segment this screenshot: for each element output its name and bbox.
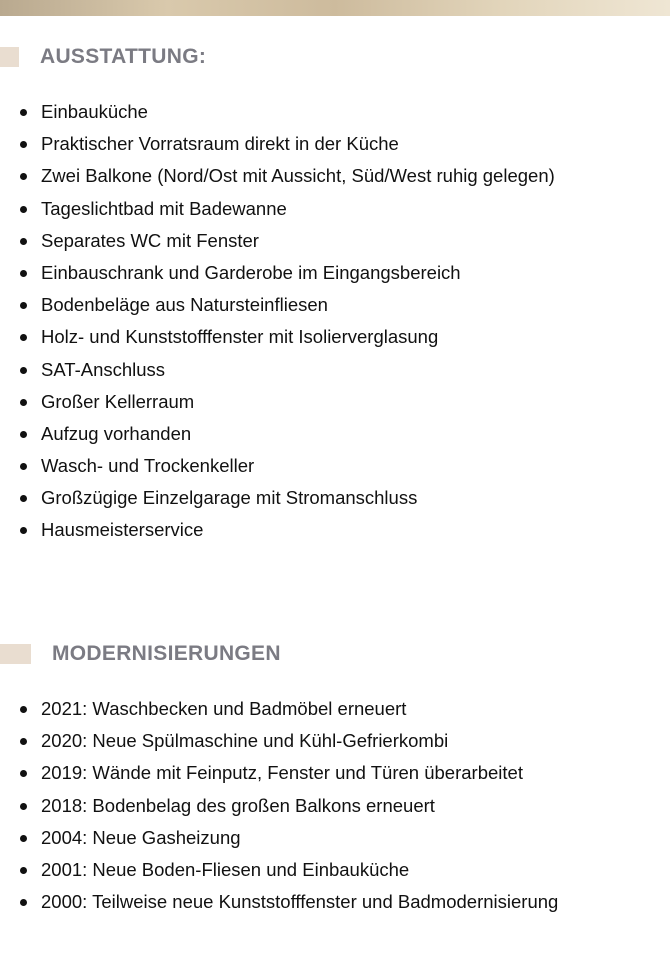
list-item: 2000: Teilweise neue Kunststofffenster und Badmodernisierung bbox=[0, 886, 670, 918]
modernisierungen-list bbox=[0, 693, 670, 918]
list-item: Separates WC mit Fenster bbox=[0, 225, 670, 257]
list-item: Holz- und Kunststofffenster mit Isolierverglasung bbox=[0, 321, 670, 353]
bullet-icon bbox=[20, 367, 27, 374]
bullet-icon bbox=[20, 206, 27, 213]
heading-marker bbox=[0, 47, 19, 67]
list-item: 2018: Bodenbelag des großen Balkons erneuert bbox=[0, 790, 670, 822]
list-item: Großzügige Einzelgarage mit Stromanschluss bbox=[0, 482, 670, 514]
bullet-icon bbox=[20, 495, 27, 502]
bullet-icon bbox=[20, 738, 27, 745]
list-item: 2004: Neue Gasheizung bbox=[0, 822, 670, 854]
list-item: 2019: Wände mit Feinputz, Fenster und Türen überarbeitet bbox=[0, 757, 670, 789]
list-item: Wasch- und Trockenkeller bbox=[0, 450, 670, 482]
list-item: Bodenbeläge aus Natursteinfliesen bbox=[0, 289, 670, 321]
bullet-icon bbox=[20, 431, 27, 438]
bullet-icon bbox=[20, 770, 27, 777]
bullet-icon bbox=[20, 109, 27, 116]
bullet-icon bbox=[20, 867, 27, 874]
bullet-icon bbox=[20, 334, 27, 341]
bullet-icon bbox=[20, 173, 27, 180]
ausstattung-section bbox=[0, 43, 670, 547]
list-item: Einbauschrank und Garderobe im Eingangsbereich bbox=[0, 257, 670, 289]
bullet-icon bbox=[20, 399, 27, 406]
list-item: 2001: Neue Boden-Fliesen und Einbauküche bbox=[0, 854, 670, 886]
bullet-icon bbox=[20, 899, 27, 906]
list-item: Einbauküche bbox=[0, 96, 670, 128]
list-item: Zwei Balkone (Nord/Ost mit Aussicht, Süd/West ruhig gelegen) bbox=[0, 160, 670, 192]
bullet-icon bbox=[20, 302, 27, 309]
top-decorative-band bbox=[0, 0, 670, 16]
ausstattung-heading bbox=[0, 43, 670, 71]
list-item: Aufzug vorhanden bbox=[0, 418, 670, 450]
bullet-icon bbox=[20, 463, 27, 470]
bullet-icon bbox=[20, 835, 27, 842]
bullet-icon bbox=[20, 270, 27, 277]
list-item: SAT-Anschluss bbox=[0, 354, 670, 386]
bullet-icon bbox=[20, 527, 27, 534]
bullet-icon bbox=[20, 238, 27, 245]
ausstattung-title: AUSSTATTUNG: bbox=[40, 45, 207, 68]
list-item: Hausmeisterservice bbox=[0, 514, 670, 546]
list-item: Praktischer Vorratsraum direkt in der Küche bbox=[0, 128, 670, 160]
bullet-icon bbox=[20, 141, 27, 148]
modernisierungen-section bbox=[0, 640, 670, 918]
modernisierungen-heading bbox=[0, 640, 670, 668]
list-item: Tageslichtbad mit Badewanne bbox=[0, 193, 670, 225]
ausstattung-list bbox=[0, 96, 670, 547]
bullet-icon bbox=[20, 803, 27, 810]
list-item: 2020: Neue Spülmaschine und Kühl-Gefrierkombi bbox=[0, 725, 670, 757]
list-item: 2021: Waschbecken und Badmöbel erneuert bbox=[0, 693, 670, 725]
modernisierungen-title: MODERNISIERUNGEN bbox=[52, 642, 281, 665]
bullet-icon bbox=[20, 706, 27, 713]
list-item: Großer Kellerraum bbox=[0, 386, 670, 418]
heading-marker bbox=[0, 644, 31, 664]
